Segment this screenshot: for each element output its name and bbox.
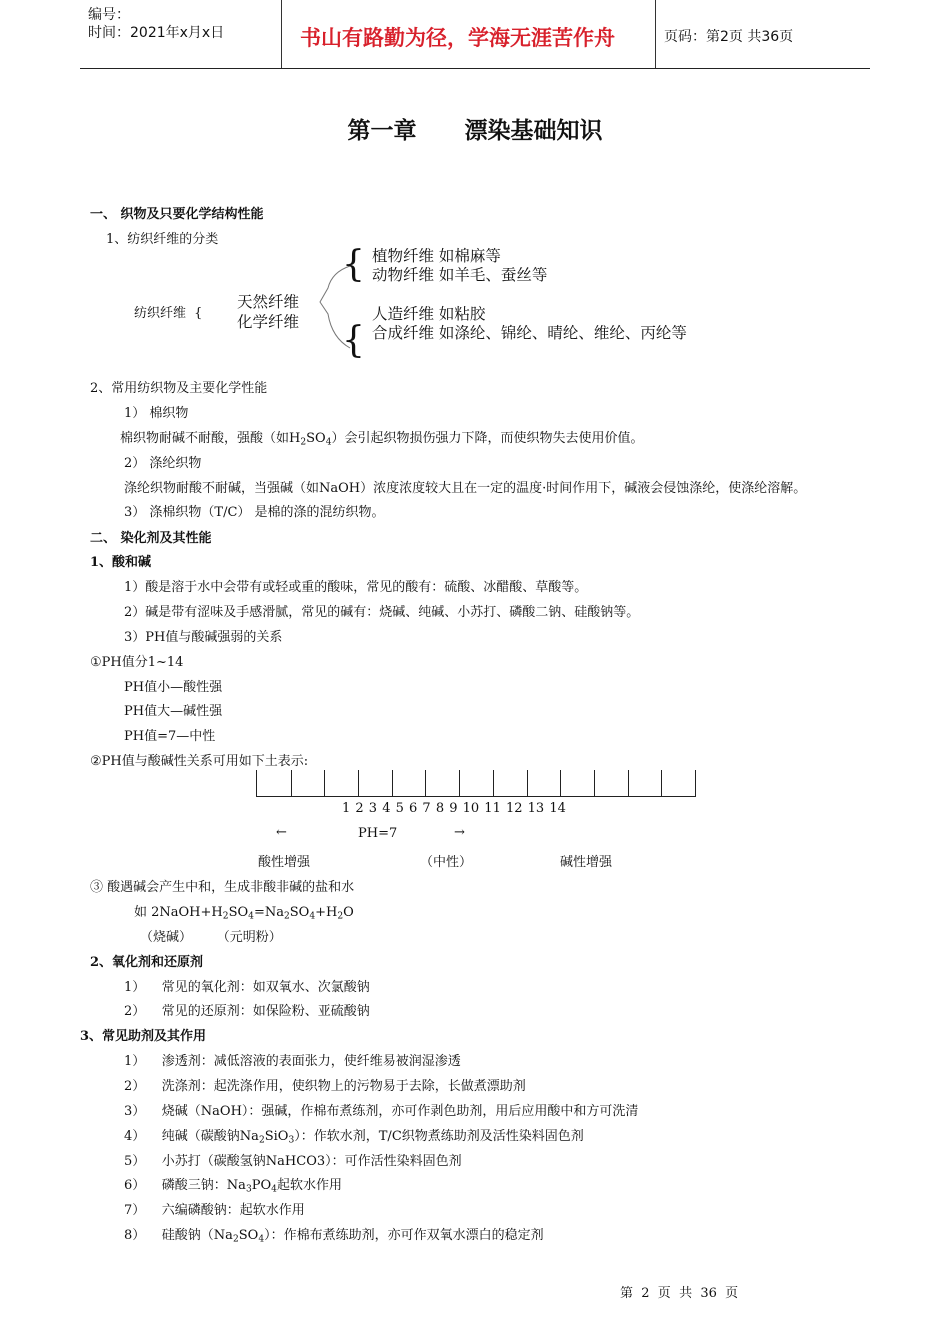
- ph-arrow-right: →: [454, 825, 465, 840]
- oxidant-line: 1） 常见的氧化剂：如双氧水、次氯酸钠: [124, 980, 370, 995]
- aux-item-4: 4） 纯碱（碳酸钠$Na_2SiO_3$）：作软水剂，T/C织物煮练助剂及活性染料固色剂: [124, 1129, 584, 1146]
- acid-strengthening-label: 酸性增强: [258, 855, 311, 870]
- aux-item-8: 8） 硅酸钠$(Na_2SO_4)$：作棉布煮练助剂，亦可作双氧水漂白的稳定剂: [124, 1228, 544, 1245]
- redox-heading: 2、氧化剂和还原剂: [90, 955, 204, 970]
- ph-scale-divider: [324, 770, 325, 796]
- diagram-plant-fiber: 植物纤维 如棉麻等: [372, 247, 501, 265]
- header-motto: 书山有路勤为径，学海无涯苦作舟: [300, 26, 615, 50]
- ph-table-intro: ②PH值与酸碱性关系可用如下土表示:: [90, 754, 309, 769]
- section1-heading: 一、 织物及只要化学结构性能: [90, 207, 264, 222]
- reductant-line: 2） 常见的还原剂：如保险粉、亚硫酸钠: [124, 1004, 370, 1019]
- aux-item-2: 2） 洗涤剂：起洗涤作用，使织物上的污物易于去除，长做煮漂助剂: [124, 1079, 526, 1094]
- diagram-chemical-fiber: 化学纤维: [237, 313, 300, 331]
- ph-scale-bar: [256, 770, 696, 797]
- ph-range: ①PH值分1~14: [90, 655, 184, 670]
- acid-definition: 1）酸是溶于水中会带有或轻或重的酸味，常见的酸有：硫酸、冰醋酸、草酸等。: [124, 580, 588, 595]
- tc-fabric-line: 3） 涤棉织物（T/C） 是棉的涤的混纺织物。: [124, 505, 385, 520]
- header-divider-2: [655, 0, 656, 68]
- diagram-root-brace: {: [194, 306, 203, 321]
- base-definition: 2）碱是带有涩味及手感滑腻，常见的碱有：烧碱、纯碱、小苏打、磷酸二钠、硅酸钠等。: [124, 605, 640, 620]
- cotton-label: 1） 棉织物: [124, 406, 189, 421]
- ph-relation: 3）PH值与酸碱强弱的关系: [124, 630, 283, 645]
- ph-scale-divider: [358, 770, 359, 796]
- section1-sub1: 1、纺织纤维的分类: [106, 232, 219, 247]
- aux-item-5: 5） 小苏打（碳酸氢钠NaHCO3）：可作活性染料固色剂: [124, 1154, 462, 1169]
- acid-base-heading: 1、酸和碱: [90, 555, 152, 570]
- base-strengthening-label: 碱性增强: [560, 855, 613, 870]
- neutral-label: （中性）: [420, 855, 473, 870]
- ph-scale-divider: [594, 770, 595, 796]
- cotton-description: 棉织物耐碱不耐酸，强酸（如$H_2SO_4$）会引起织物损伤强力下降，而使织物失去使用价值。: [120, 431, 644, 448]
- ph-scale-divider: [291, 770, 292, 796]
- ph-equals-7: PH=7: [358, 826, 398, 841]
- aux-item-1: 1） 渗透剂：减低溶液的表面张力，使纤维易被润湿渗透: [124, 1054, 461, 1069]
- section2-heading: 二、 染化剂及其性能: [90, 531, 212, 546]
- ph-scale-divider: [628, 770, 629, 796]
- ph-neutral: PH值=7—中性: [124, 729, 216, 744]
- footer-page-number: 第 2 页 共 36 页: [620, 1286, 739, 1301]
- aux-item-6: 6） 磷酸三钠：$Na_3PO_4$起软水作用: [124, 1178, 342, 1195]
- chapter-title: [0, 112, 950, 145]
- header-page-number: 页码：第2页 共36页: [664, 29, 794, 45]
- ph-scale-divider: [459, 770, 460, 796]
- ph-scale-divider: [392, 770, 393, 796]
- diagram-synthetic-fiber: 合成纤维 如涤纶、锦纶、晴纶、维纶、丙纶等: [372, 324, 687, 342]
- equation-names: （烧碱） （元明粉）: [140, 930, 282, 945]
- ph-arrow-left: ←: [276, 825, 287, 840]
- document-date: 时间：2021年x月x日: [88, 25, 225, 41]
- diagram-animal-fiber: 动物纤维 如羊毛、蚕丝等: [372, 266, 548, 284]
- aux-item-7: 7） 六编磷酸钠：起软水作用: [124, 1203, 305, 1218]
- ph-large: PH值大—碱性强: [124, 704, 223, 719]
- section1-sub2: 2、常用纺织物及主要化学性能: [90, 381, 268, 396]
- auxiliaries-heading: 3、常见助剂及其作用: [80, 1029, 207, 1044]
- aux-item-3: 3） 烧碱（NaOH）：强碱，作棉布煮练剂，亦可作剥色助剂，用后应用酸中和方可洗清: [124, 1104, 639, 1119]
- diagram-brace-chemical: {: [342, 320, 365, 361]
- ph-scale-numbers: 1 2 3 4 5 6 7 8 9 10 11 12 13 14: [342, 801, 566, 816]
- ph-scale-divider: [527, 770, 528, 796]
- diagram-root-label: 纺织纤维 {: [134, 306, 203, 321]
- neutralization-equation: 如 $2NaOH+H_2SO_4=Na_2SO_4+H_2O$: [134, 905, 354, 922]
- header-rule: [80, 68, 870, 69]
- ph-scale-divider: [425, 770, 426, 796]
- header-divider-1: [281, 0, 282, 68]
- ph-scale-divider: [493, 770, 494, 796]
- diagram-artificial-fiber: 人造纤维 如粘胶: [372, 305, 486, 323]
- chapter-number: 第一章: [347, 117, 417, 144]
- ph-scale-divider: [661, 770, 662, 796]
- diagram-natural-fiber: 天然纤维: [237, 293, 300, 311]
- ph-scale-divider: [560, 770, 561, 796]
- document-number-label: 编号：: [88, 7, 130, 23]
- chapter-name: 漂染基础知识: [464, 117, 603, 144]
- polyester-description: 涤纶织物耐酸不耐碱，当强碱（如NaOH）浓度浓度较大且在一定的温度·时间作用下，碱液会侵蚀涤纶，使涤纶溶解。: [124, 481, 807, 496]
- ph-small: PH值小—酸性强: [124, 680, 223, 695]
- diagram-brace-natural: {: [342, 244, 365, 285]
- neutralization-line: ③ 酸遇碱会产生中和，生成非酸非碱的盐和水: [90, 880, 355, 895]
- polyester-label: 2） 涤纶织物: [124, 456, 202, 471]
